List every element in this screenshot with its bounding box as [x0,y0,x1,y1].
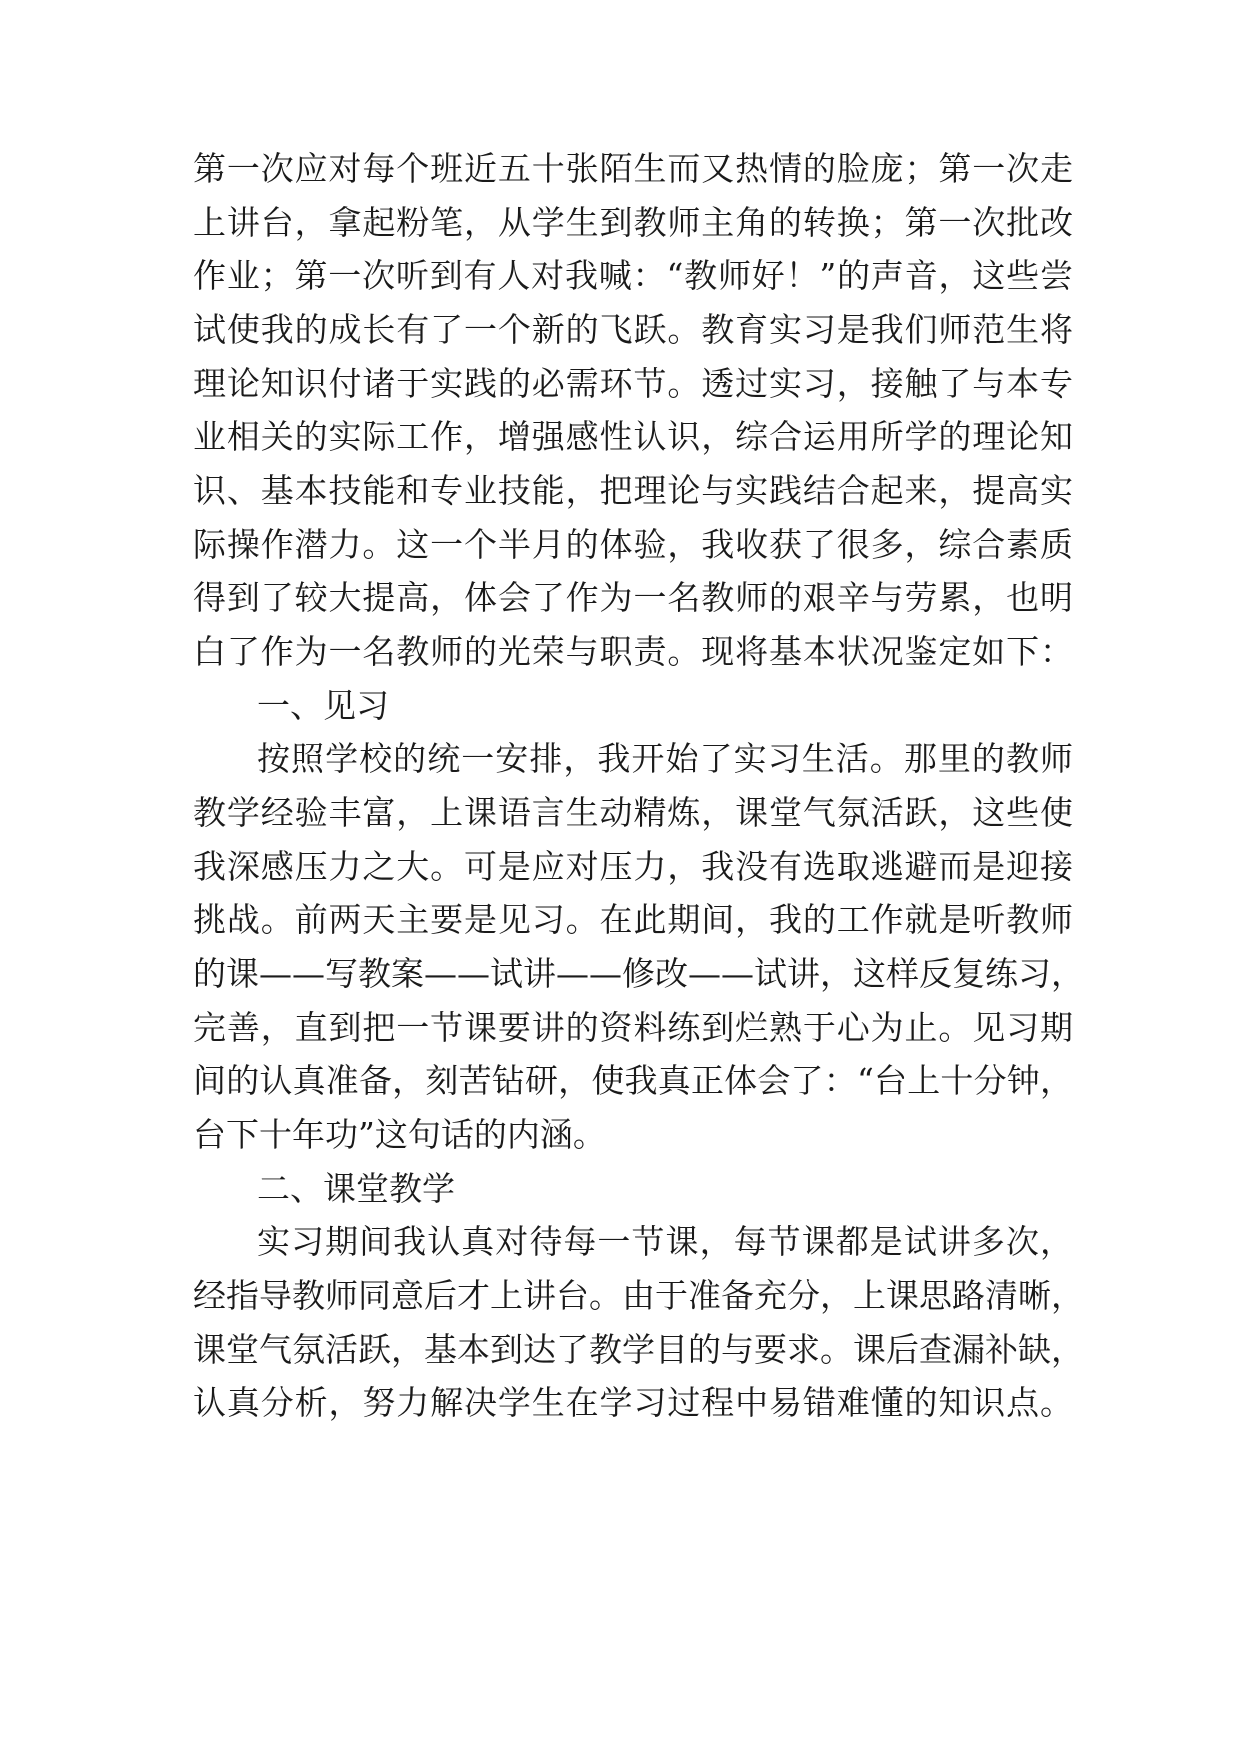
section-heading-classroom-teaching: 二、课堂教学 [257,1169,455,1208]
section-heading-observation: 一、见习 [257,686,389,725]
text-line: 第一次应对每个班近五十张陌生而又热情的脸庞；第一次走 [193,149,1073,188]
text-line: 际操作潜力。这一个半月的体验，我收获了很多，综合素质 [193,525,1073,564]
text-line: 白了作为一名教师的光荣与职责。现将基本状况鉴定如下： [193,632,1073,671]
text-line: 的课——写教案——试讲——修改——试讲，这样反复练习， [193,954,1084,993]
text-line: 理论知识付诸于实践的必需环节。透过实习，接触了与本专 [193,364,1073,403]
text-line: 挑战。前两天主要是见习。在此期间，我的工作就是听教师 [193,900,1073,939]
text-line: 业相关的实际工作，增强感性认识，综合运用所学的理论知 [193,417,1073,456]
text-line: 台下十年功”这句话的内涵。 [193,1115,606,1154]
text-line: 认真分析，努力解决学生在学习过程中易错难懂的知识点。 [193,1383,1073,1422]
text-line: 间的认真准备，刻苦钻研，使我真正体会了：“台上十分钟， [193,1061,1073,1100]
text-line: 试使我的成长有了一个新的飞跃。教育实习是我们师范生将 [193,310,1073,349]
text-line: 按照学校的统一安排，我开始了实习生活。那里的教师 [257,739,1073,778]
text-line: 教学经验丰富，上课语言生动精炼，课堂气氛活跃，这些使 [193,793,1073,832]
text-line: 完善，直到把一节课要讲的资料练到烂熟于心为止。见习期 [193,1008,1073,1047]
text-line: 识、基本技能和专业技能，把理论与实践结合起来，提高实 [193,471,1073,510]
text-line: 经指导教师同意后才上讲台。由于准备充分，上课思路清晰， [193,1276,1084,1315]
text-line: 我深感压力之大。可是应对压力，我没有选取逃避而是迎接 [193,847,1073,886]
text-line: 作业；第一次听到有人对我喊：“教师好！”的声音，这些尝 [193,256,1073,295]
text-line: 上讲台，拿起粉笔，从学生到教师主角的转换；第一次批改 [193,203,1073,242]
text-line: 实习期间我认真对待每一节课，每节课都是试讲多次， [257,1222,1073,1261]
text-line: 课堂气氛活跃，基本到达了教学目的与要求。课后查漏补缺， [193,1330,1084,1369]
text-line: 得到了较大提高，体会了作为一名教师的艰辛与劳累，也明 [193,578,1073,617]
